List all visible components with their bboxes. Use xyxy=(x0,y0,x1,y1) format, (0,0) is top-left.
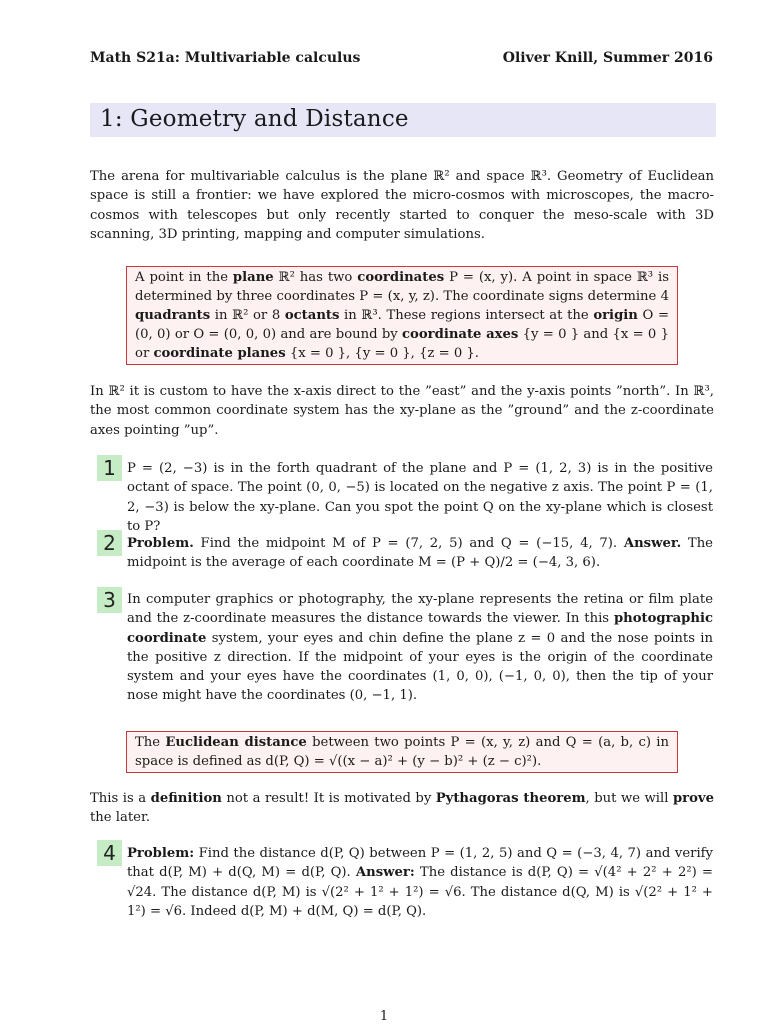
text: Find the distance d(P, Q) between P = (1, 2, 5) and Q = (−3, 4, 7) and verify that d(P, M) + d(Q, M) = d(P, Q). xyxy=(127,846,713,881)
term-euclidean-distance: Euclidean distance xyxy=(165,735,307,750)
term-plane: plane xyxy=(232,270,274,285)
text: Find the midpoint M of P = (7, 2, 5) and Q = (−15, 4, 7). xyxy=(193,536,624,551)
example-number-2: 2 xyxy=(97,530,122,556)
text: system, your eyes and chin define the plane z = 0 and the nose points in the positive z direction. If the midpoint of your eyes is the origin of the coordinate system and your eyes have the coordinates (1, 0, 0), (−1, 0, 0), then the tip of your nose might have the coordinates (0, −1, 1). xyxy=(127,630,713,704)
term-pythagoras: Pythagoras theorem xyxy=(435,791,586,806)
text: The xyxy=(135,735,166,750)
text: , but we will xyxy=(585,791,673,806)
text: not a result! It is motivated by xyxy=(221,791,436,806)
text: in ℝ³. These regions intersect at the xyxy=(339,308,594,323)
page-number: 1 xyxy=(379,1009,389,1024)
section-title-bar xyxy=(90,103,716,137)
text: This is a xyxy=(90,791,151,806)
course-title: Math S21a: Multivariable calculus xyxy=(90,50,361,66)
author-term: Oliver Knill, Summer 2016 xyxy=(502,50,713,66)
text: {y = 0 } and {x = 0 } or xyxy=(135,327,669,361)
example-number-1: 1 xyxy=(97,455,122,481)
definition-box-distance xyxy=(126,731,678,773)
coordinate-convention-paragraph: In ℝ² it is custom to have the x-axis direct to the ”east” and the y-axis points ”north”. In ℝ³, the most common coordinate system has the xy-plane as the ”ground” and the z-coordinate axes pointing ”up”. xyxy=(90,384,714,438)
text: In computer graphics or photography, the xy-plane represents the retina or film plate and the z-coordinate measures the distance towards the viewer. In this xyxy=(127,592,713,627)
label-answer: Answer: xyxy=(355,865,415,881)
intro-paragraph: The arena for multivariable calculus is the plane ℝ² and space ℝ³. Geometry of Euclidean space is still a frontier: we have explored the micro-cosmos with microscopes, the macro-cosmos with telescopes but only recently started to conquer the meso-scale with 3D scanning, 3D printing, mapping and computer simulations. xyxy=(90,169,714,242)
label-answer: Answer. xyxy=(623,536,682,551)
text: A point in the xyxy=(135,270,233,285)
text: ℝ² has two xyxy=(273,270,358,285)
text: in ℝ² or 8 xyxy=(210,308,285,323)
term-prove: prove xyxy=(672,791,714,806)
text: O = (0, 0) or O = (0, 0, 0) and are bound by xyxy=(135,308,669,342)
example-1-text: P = (2, −3) is in the forth quadrant of the plane and P = (1, 2, 3) is in the positive octant of space. The point (0, 0, −5) is located on the negative z axis. The point P = (1, 2, −3) is below the xy-plane. Can you spot the point Q on the xy-plane which is closest to P? xyxy=(127,461,713,534)
page-header xyxy=(90,50,713,66)
text: the later. xyxy=(90,810,151,826)
label-problem: Problem. xyxy=(127,536,194,551)
term-coordinate-axes: coordinate axes xyxy=(402,327,519,342)
example-number-3: 3 xyxy=(97,587,122,613)
text: between two points P = (x, y, z) and Q = (a, b, c) in space is defined as d(P, Q) = √((x − a)² + (y − b)² + (z − c)²). xyxy=(135,735,669,769)
example-4-text xyxy=(127,844,713,921)
text: The distance is d(P, Q) = √(4² + 2² + 2²) = √24. The distance d(P, M) is √(2² + 1² + 1²) = √6. The distance d(Q, M) is √(2² + 1² + 1²) = √6. Indeed d(P, M) + d(M, Q) = d(P, Q). xyxy=(127,865,713,919)
example-3-text xyxy=(127,590,713,706)
term-coordinate-planes: coordinate planes xyxy=(153,346,286,361)
example-2-text xyxy=(127,534,713,573)
term-origin: origin xyxy=(593,308,638,323)
definition-box-coordinates xyxy=(126,266,678,365)
term-quadrants: quadrants xyxy=(135,308,211,323)
text: {x = 0 }, {y = 0 }, {z = 0 }. xyxy=(285,346,480,361)
text: P = (x, y). A point in space ℝ³ is determined by three coordinates P = (x, y, z). The coordinate signs determine 4 xyxy=(135,270,669,304)
section-title: 1: Geometry and Distance xyxy=(100,106,409,132)
example-number-4: 4 xyxy=(97,840,122,866)
term-definition: definition xyxy=(150,791,222,806)
definition-remark-paragraph xyxy=(90,789,714,828)
term-coordinates: coordinates xyxy=(357,270,445,285)
label-problem: Problem: xyxy=(127,846,195,861)
term-photographic-coordinate: photographic coordinate xyxy=(127,611,713,646)
text: The midpoint is the average of each coordinate M = (P + Q)/2 = (−4, 3, 6). xyxy=(127,536,713,571)
term-octants: octants xyxy=(284,308,340,323)
